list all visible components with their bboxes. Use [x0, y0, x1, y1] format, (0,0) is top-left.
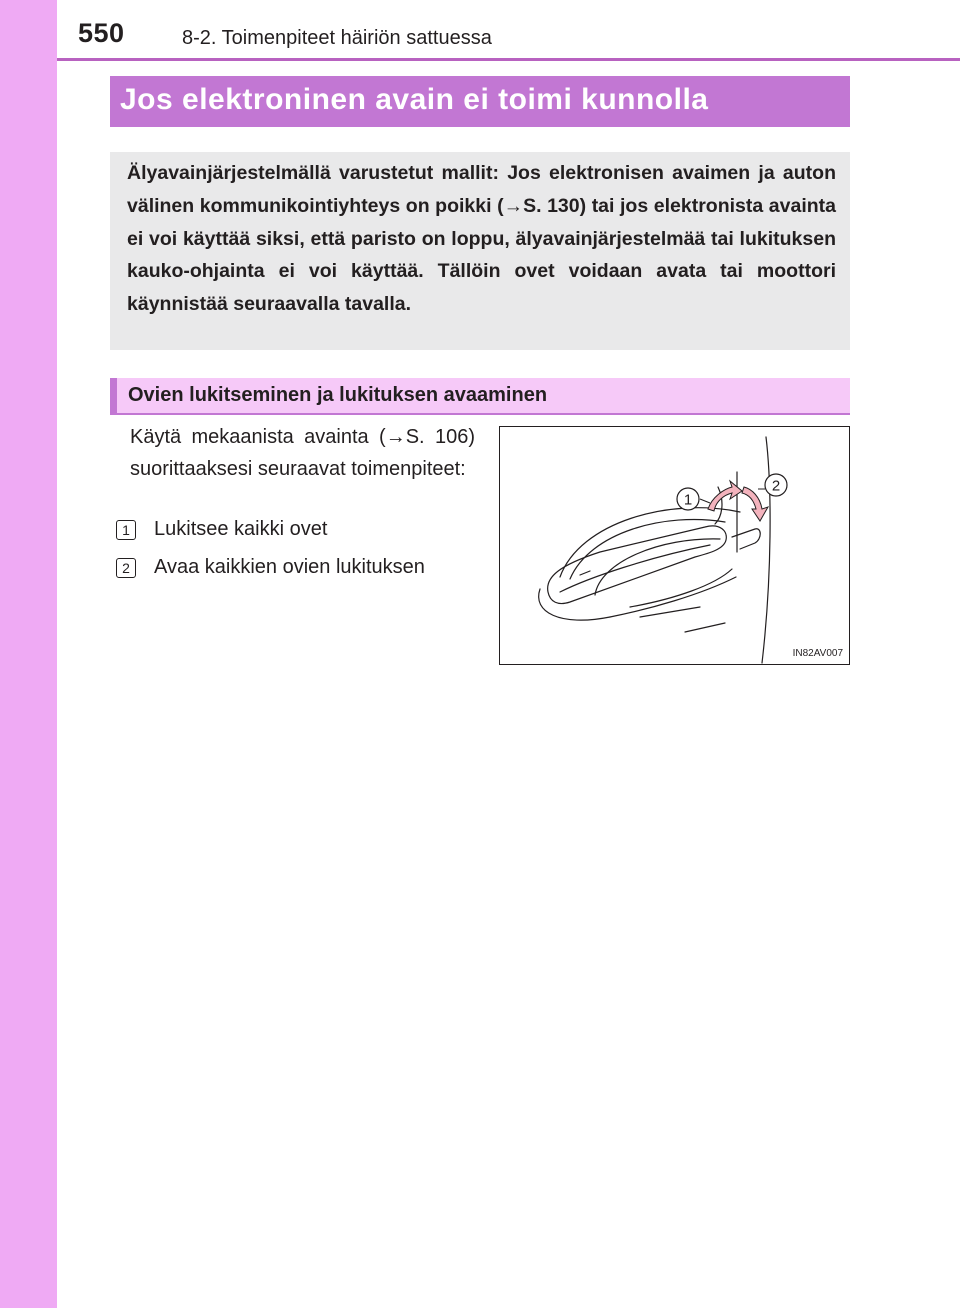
page-number: 550: [78, 18, 125, 48]
door-handle-figure: [499, 426, 850, 665]
step-number: 1: [116, 520, 136, 540]
figure-code: IN82AV007: [792, 648, 843, 659]
step-number: 2: [116, 558, 136, 578]
subsection-accent: [110, 378, 117, 413]
callout-1-label: 1: [683, 491, 693, 509]
subsection-header: [110, 378, 850, 415]
title-bar: [110, 76, 850, 127]
step-text: Lukitsee kaikki ovet: [154, 518, 328, 540]
step-text: Avaa kaikkien ovien lukituksen: [154, 556, 425, 578]
subsection-body: Käytä mekaanista avainta (→S. 106) suorittaaksesi seuraavat toimenpiteet:: [130, 426, 475, 480]
section-header: 8-2. Toimenpiteet häiriön sattuessa: [182, 27, 492, 49]
side-strip: [0, 0, 57, 1308]
callout-2-label: 2: [771, 477, 781, 495]
page-title: Jos elektroninen avain ei toimi kunnolla: [120, 83, 709, 116]
door-handle-illustration: [500, 427, 849, 664]
header-rule: [57, 58, 960, 61]
intro-text: Älyavainjärjestelmällä varustetut mallit: Jos elektronisen avaimen ja auton välinen kommunikointiyhteys on poikki (→S. 130) tai jos elektronista avainta ei voi käyttää siksi, että paristo on loppu, älyavainjärjestelmää tai lukituksen kauko-ohjainta ei voi käyttää. Tällöin ovet voidaan avata tai moottori käynnistää seuraavalla tavalla.: [127, 162, 836, 316]
intro-box: [110, 152, 850, 350]
subsection-title: Ovien lukitseminen ja lukituksen avaaminen: [128, 384, 548, 406]
